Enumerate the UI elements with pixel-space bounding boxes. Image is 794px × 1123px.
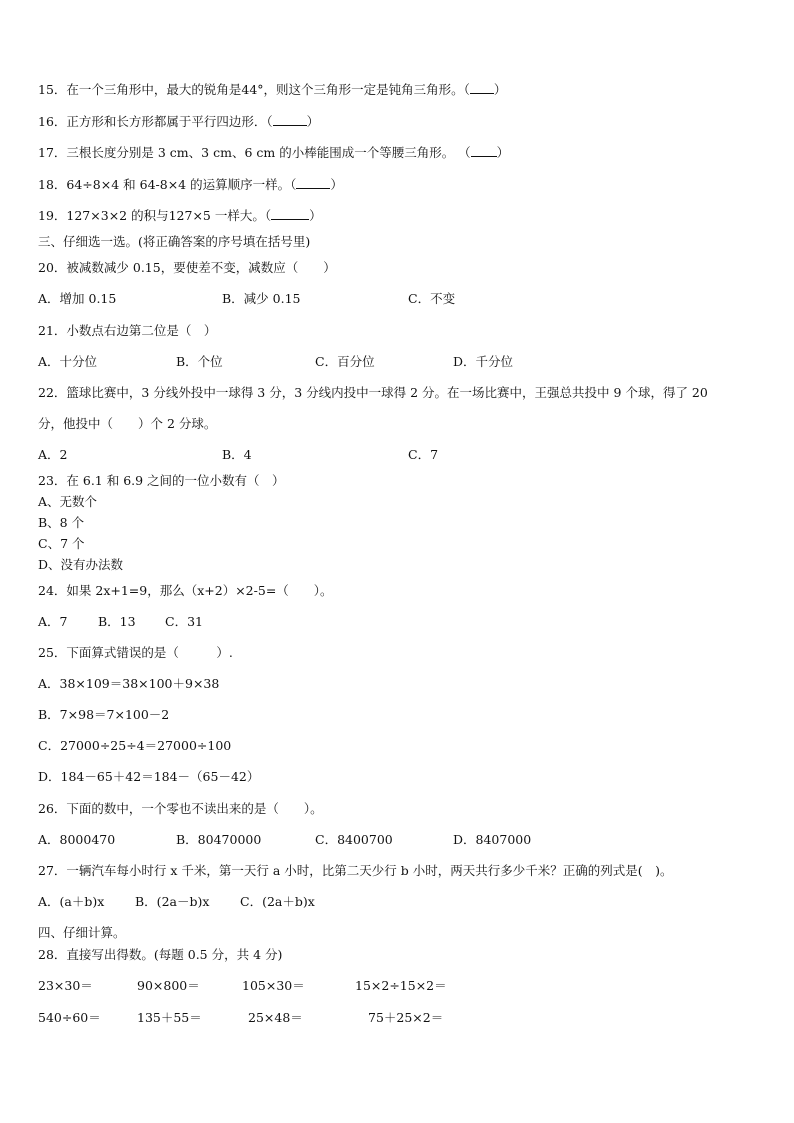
option-a[interactable]: A．2 [38,447,68,462]
option-c[interactable]: C．(2a＋b)x [240,894,315,909]
option-b[interactable]: B．80470000 [176,832,262,847]
section-3-heading: 三、仔细选一选。(将正确答案的序号填在括号里) [38,234,311,249]
question-16: 16．正方形和长方形都属于平行四边形．（ ） [38,114,320,129]
option-b[interactable]: B．13 [98,614,136,629]
option-a[interactable]: A．十分位 [38,354,98,369]
question-18: 18．64÷8×4 和 64-8×4 的运算顺序一样。（ ） [38,177,343,192]
answer-blank[interactable] [471,145,497,157]
question-21: 21．小数点右边第二位是（ ） [38,323,217,338]
option-d[interactable]: D、没有办法数 [38,557,124,572]
option-c[interactable]: C．31 [165,614,203,629]
option-b[interactable]: B．(2a－b)x [135,894,210,909]
question-22-line-2: 分，他投中（ ）个 2 分球。 [38,416,217,431]
option-c[interactable]: C．7 [408,447,439,462]
option-c[interactable]: C、7 个 [38,536,85,551]
calc-item: 105×30＝ [242,978,305,993]
option-a[interactable]: A．38×109＝38×100＋9×38 [38,676,220,691]
option-b[interactable]: B．个位 [176,354,223,369]
option-d[interactable]: D．184－65＋42＝184－（65－42） [38,769,260,784]
option-b[interactable]: B．4 [222,447,252,462]
question-22-line-1: 22．篮球比赛中，3 分线外投中一球得 3 分，3 分线内投中一球得 2 分。在一场比赛中，王强总共投中 9 个球，得了 20 [38,385,708,400]
calc-item: 15×2÷15×2＝ [355,978,447,993]
option-c[interactable]: C．27000÷25÷4＝27000÷100 [38,738,232,753]
option-a[interactable]: A．8000470 [38,832,116,847]
question-17: 17．三根长度分别是 3 cm、3 cm、6 cm 的小棒能围成一个等腰三角形。 （ ） [38,145,510,160]
calc-item: 23×30＝ [38,978,93,993]
question-19: 19．127×3×2 的积与127×5 一样大。（ ） [38,208,322,223]
calc-item: 540÷60＝ [38,1010,101,1025]
option-a[interactable]: A．7 [38,614,68,629]
question-25: 25．下面算式错误的是（ ）. [38,645,233,660]
question-15: 15．在一个三角形中，最大的锐角是44°，则这个三角形一定是钝角三角形。（ ） [38,82,507,97]
question-28: 28．直接写出得数。(每题 0.5 分，共 4 分) [38,947,283,962]
option-a[interactable]: A、无数个 [38,494,98,509]
answer-blank[interactable] [470,82,494,94]
calc-item: 25×48＝ [248,1010,303,1025]
answer-blank[interactable] [296,177,330,189]
option-c[interactable]: C．百分位 [315,354,375,369]
question-27: 27．一辆汽车每小时行 x 千米，第一天行 a 小时，比第二天少行 b 小时，两天共行多少千米？正确的列式是( )。 [38,863,673,878]
section-4-heading: 四、仔细计算。 [38,925,126,940]
option-a[interactable]: A．(a＋b)x [38,894,105,909]
option-b[interactable]: B．7×98＝7×100－2 [38,707,170,722]
question-20: 20．被减数减少 0.15，要使差不变，减数应（ ） [38,260,336,275]
calc-item: 90×800＝ [137,978,200,993]
calc-item: 75＋25×2＝ [368,1010,444,1025]
option-d[interactable]: D．8407000 [453,832,532,847]
question-24: 24．如果 2x+1=9，那么（x+2）×2-5=（ ）。 [38,583,333,598]
option-c[interactable]: C．8400700 [315,832,393,847]
option-d[interactable]: D．千分位 [453,354,514,369]
question-26: 26．下面的数中，一个零也不读出来的是（ ）。 [38,801,323,816]
option-a[interactable]: A．增加 0.15 [38,291,117,306]
option-b[interactable]: B．减少 0.15 [222,291,301,306]
option-b[interactable]: B、8 个 [38,515,85,530]
answer-blank[interactable] [273,114,307,126]
option-c[interactable]: C．不变 [408,291,456,306]
answer-blank[interactable] [271,208,309,220]
question-23: 23．在 6.1 和 6.9 之间的一位小数有（ ） [38,473,285,488]
calc-item: 135＋55＝ [137,1010,202,1025]
